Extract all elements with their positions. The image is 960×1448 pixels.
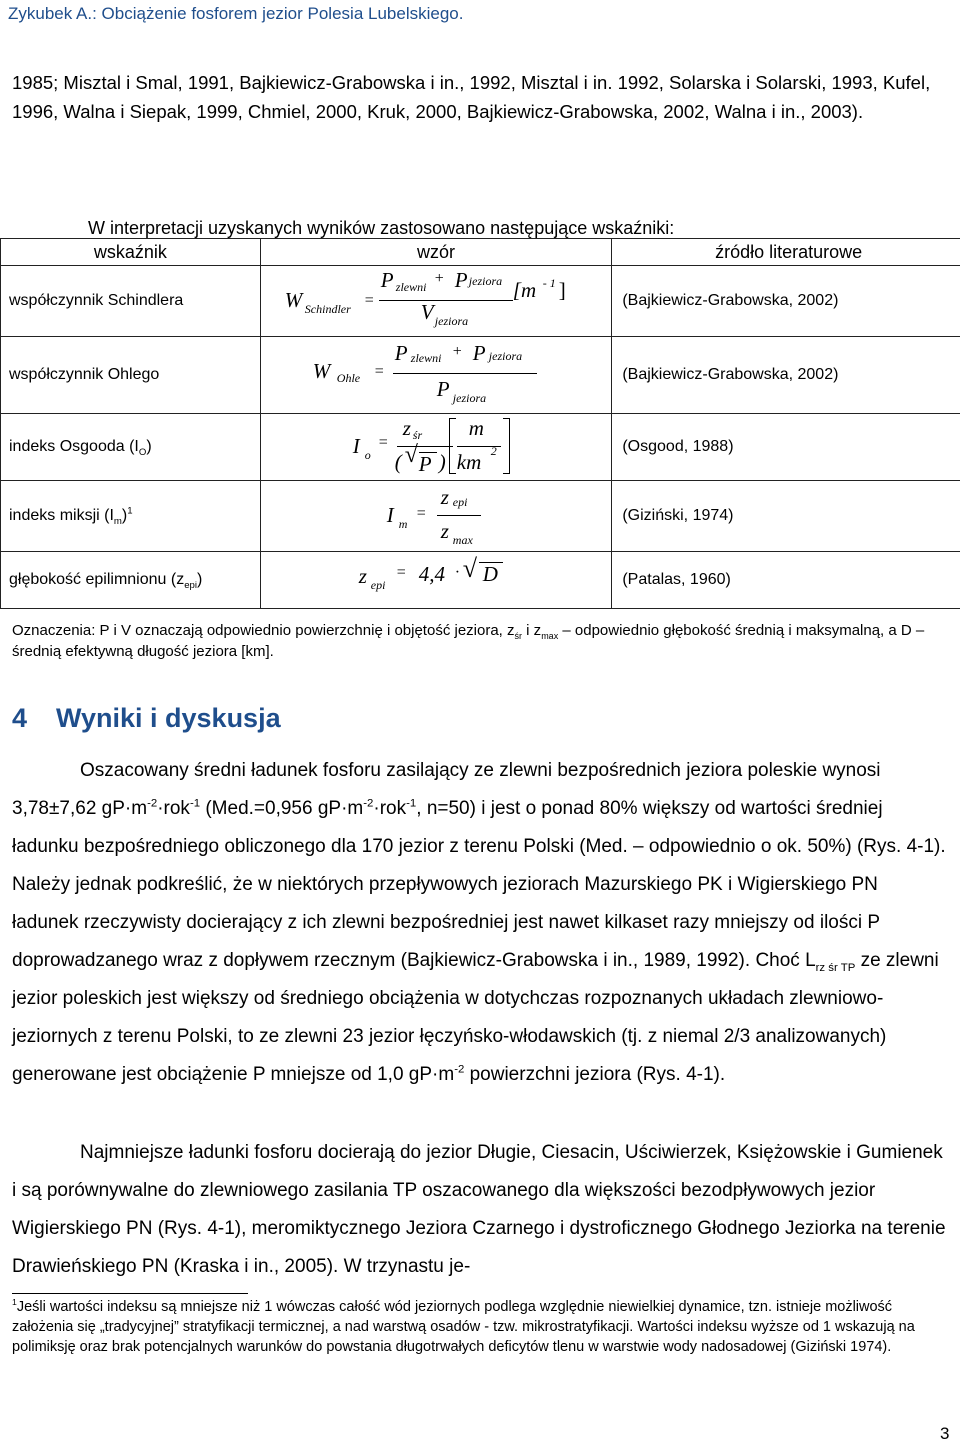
header-wzor: wzór	[260, 239, 612, 266]
row-epi-source: (Patalas, 1960)	[612, 552, 960, 609]
page-number: 3	[940, 1424, 950, 1443]
row-osgood-name: indeks Osgooda $(I_O)$	[1, 414, 261, 481]
formula-miksja: I m = z epi z max	[260, 481, 612, 552]
row-schindler-source: (Bajkiewicz-Grabowska, 2002)	[612, 266, 960, 337]
table-header-row	[1, 239, 960, 266]
formula-osgood: I o = z śr ( √ P ) m km 2	[260, 414, 612, 481]
row-ohle-source: (Bajkiewicz-Grabowska, 2002)	[612, 337, 960, 414]
indices-table	[0, 238, 960, 609]
row-ohle-name: współczynnik Ohlego	[1, 337, 261, 414]
formula-schindler: W Schindler = P zlewni + P jeziora V jeziora [m - 1 ]	[260, 266, 612, 337]
section-heading: 4 Wyniki i dyskusja	[12, 703, 281, 733]
row-epi-name: głębokość epilimnionu $(z_{epi})$	[1, 552, 261, 609]
table-caption: W interpretacji uzyskanych wyników zastosowano następujące wskaźniki:	[88, 218, 675, 238]
intro-paragraph: 1985; Misztal i Smal, 1991, Bajkiewicz-Grabowska i in., 1992, Misztal i in. 1992, Solarska i Solarski, 1993, Kufel, 1996, Walna i Siepak, 1999, Chmiel, 2000, Kruk, 2000, Bajkiewicz-Grabowska, 2002, Walna i in., 2003).	[12, 72, 931, 122]
footnote-rule	[12, 1293, 248, 1294]
footnote: $^1$Jeśli wartości indeksu są mniejsze niż 1 wówczas całość wód jeziornych podlega względnie niewielkiej dynamice, tzn. istnieje możliwość założenia się „tradycyjnej” stratyfikacji termicznej, a nad warstwą osadów - tzw. mikrostratyfikacji. Wartości indeksu wyższe od 1 wskazują na polimiksję oraz brak potencjalnych warunków do powstania długotrwałych deficytów tlenu w warstwie wody nadosadowej (Giziński 1974).	[12, 1297, 915, 1355]
results-paragraph-1: Oszacowany średni ładunek fosforu zasilający ze zlewni bezpośrednich jeziora poleskie wynosi 3,78±7,62 $gP\cdot m^{-2}\cdot rok^{-1}$ (Med.=0,956 $gP\cdot m^{-2}\cdot rok^{-1}$, n=50) i jest o ponad 80% większy od wartości średniej ładunku bezpośredniego obliczonego dla 170 jezior z terenu Polski (Med. – odpowiednio o ok. 50%) (Rys. 4-1). Należy jednak podkreślić, że w niektórych przepływowych jeziorach Mazurskiego PK i Wigierskiego PN ładunek rzeczywisty docierający z ich zlewni bezpośredniej jest nawet kilkaset razy mniejszy od ilości P doprowadzanego wraz z dopływem rzecznym (Bajkiewicz-Grabowska i in., 1989, 1992). Choć $L_{rz śr TP}$ ze zlewni jezior poleskich jest większy od średniego obciążenia w dotychczas rozpoznanych układach zlewniowo-jeziornych z terenu Polski, to ze zlewni 23 jezior łęczyńsko-włodawskich (tj. z niemal 2/3 analizowanych) generowane jest obciążenie P mniejsze od 1,0 $gP\cdot m^{-2}$ powierzchni jeziora (Rys. 4-1).	[12, 760, 946, 1085]
running-header: Zykubek A.: Obciążenie fosforem jezior Polesia Lubelskiego.	[8, 4, 464, 23]
table-row	[1, 337, 960, 414]
header-wskaznik: wskaźnik	[1, 239, 261, 266]
results-paragraph-2: Najmniejsze ładunki fosforu docierają do jezior Długie, Ciesacin, Uściwierzek, Księżowskie i Gumienek i są porównywalne do zlewniowego zasilania TP oszacowanego dla większości bezodpływowych jezior Wigierskiego PN (Rys. 4-1), meromiktycznego Jeziora Czarnego i dystroficznego Głodnego Jeziorka na terenie Drawieńskiego PN (Kraska i in., 2005). W trzynastu je-	[12, 1142, 946, 1277]
table-row	[1, 414, 960, 481]
row-miksja-source: (Giziński, 1974)	[612, 481, 960, 552]
table-row	[1, 266, 960, 337]
header-zrodlo: źródło literaturowe	[612, 239, 960, 266]
table-notes: Oznaczenia: P i V oznaczają odpowiednio powierzchnię i objętość jeziora, $z_{śr}$ i $z_{max}$ – odpowiednio głębokość średnią i maksymalną, a D – średnią efektywną długość jeziora [km].	[12, 622, 925, 660]
formula-ohle: W Ohle = P zlewni + P jeziora P jeziora	[260, 337, 612, 414]
table-row	[1, 481, 960, 552]
row-miksja-name: indeks miksji $(I_m)^1$	[1, 481, 261, 552]
row-osgood-source: (Osgood, 1988)	[612, 414, 960, 481]
row-schindler-name: współczynnik Schindlera	[1, 266, 261, 337]
table-row	[1, 552, 960, 609]
formula-epi: z epi = 4,4 · √ D	[260, 552, 612, 609]
